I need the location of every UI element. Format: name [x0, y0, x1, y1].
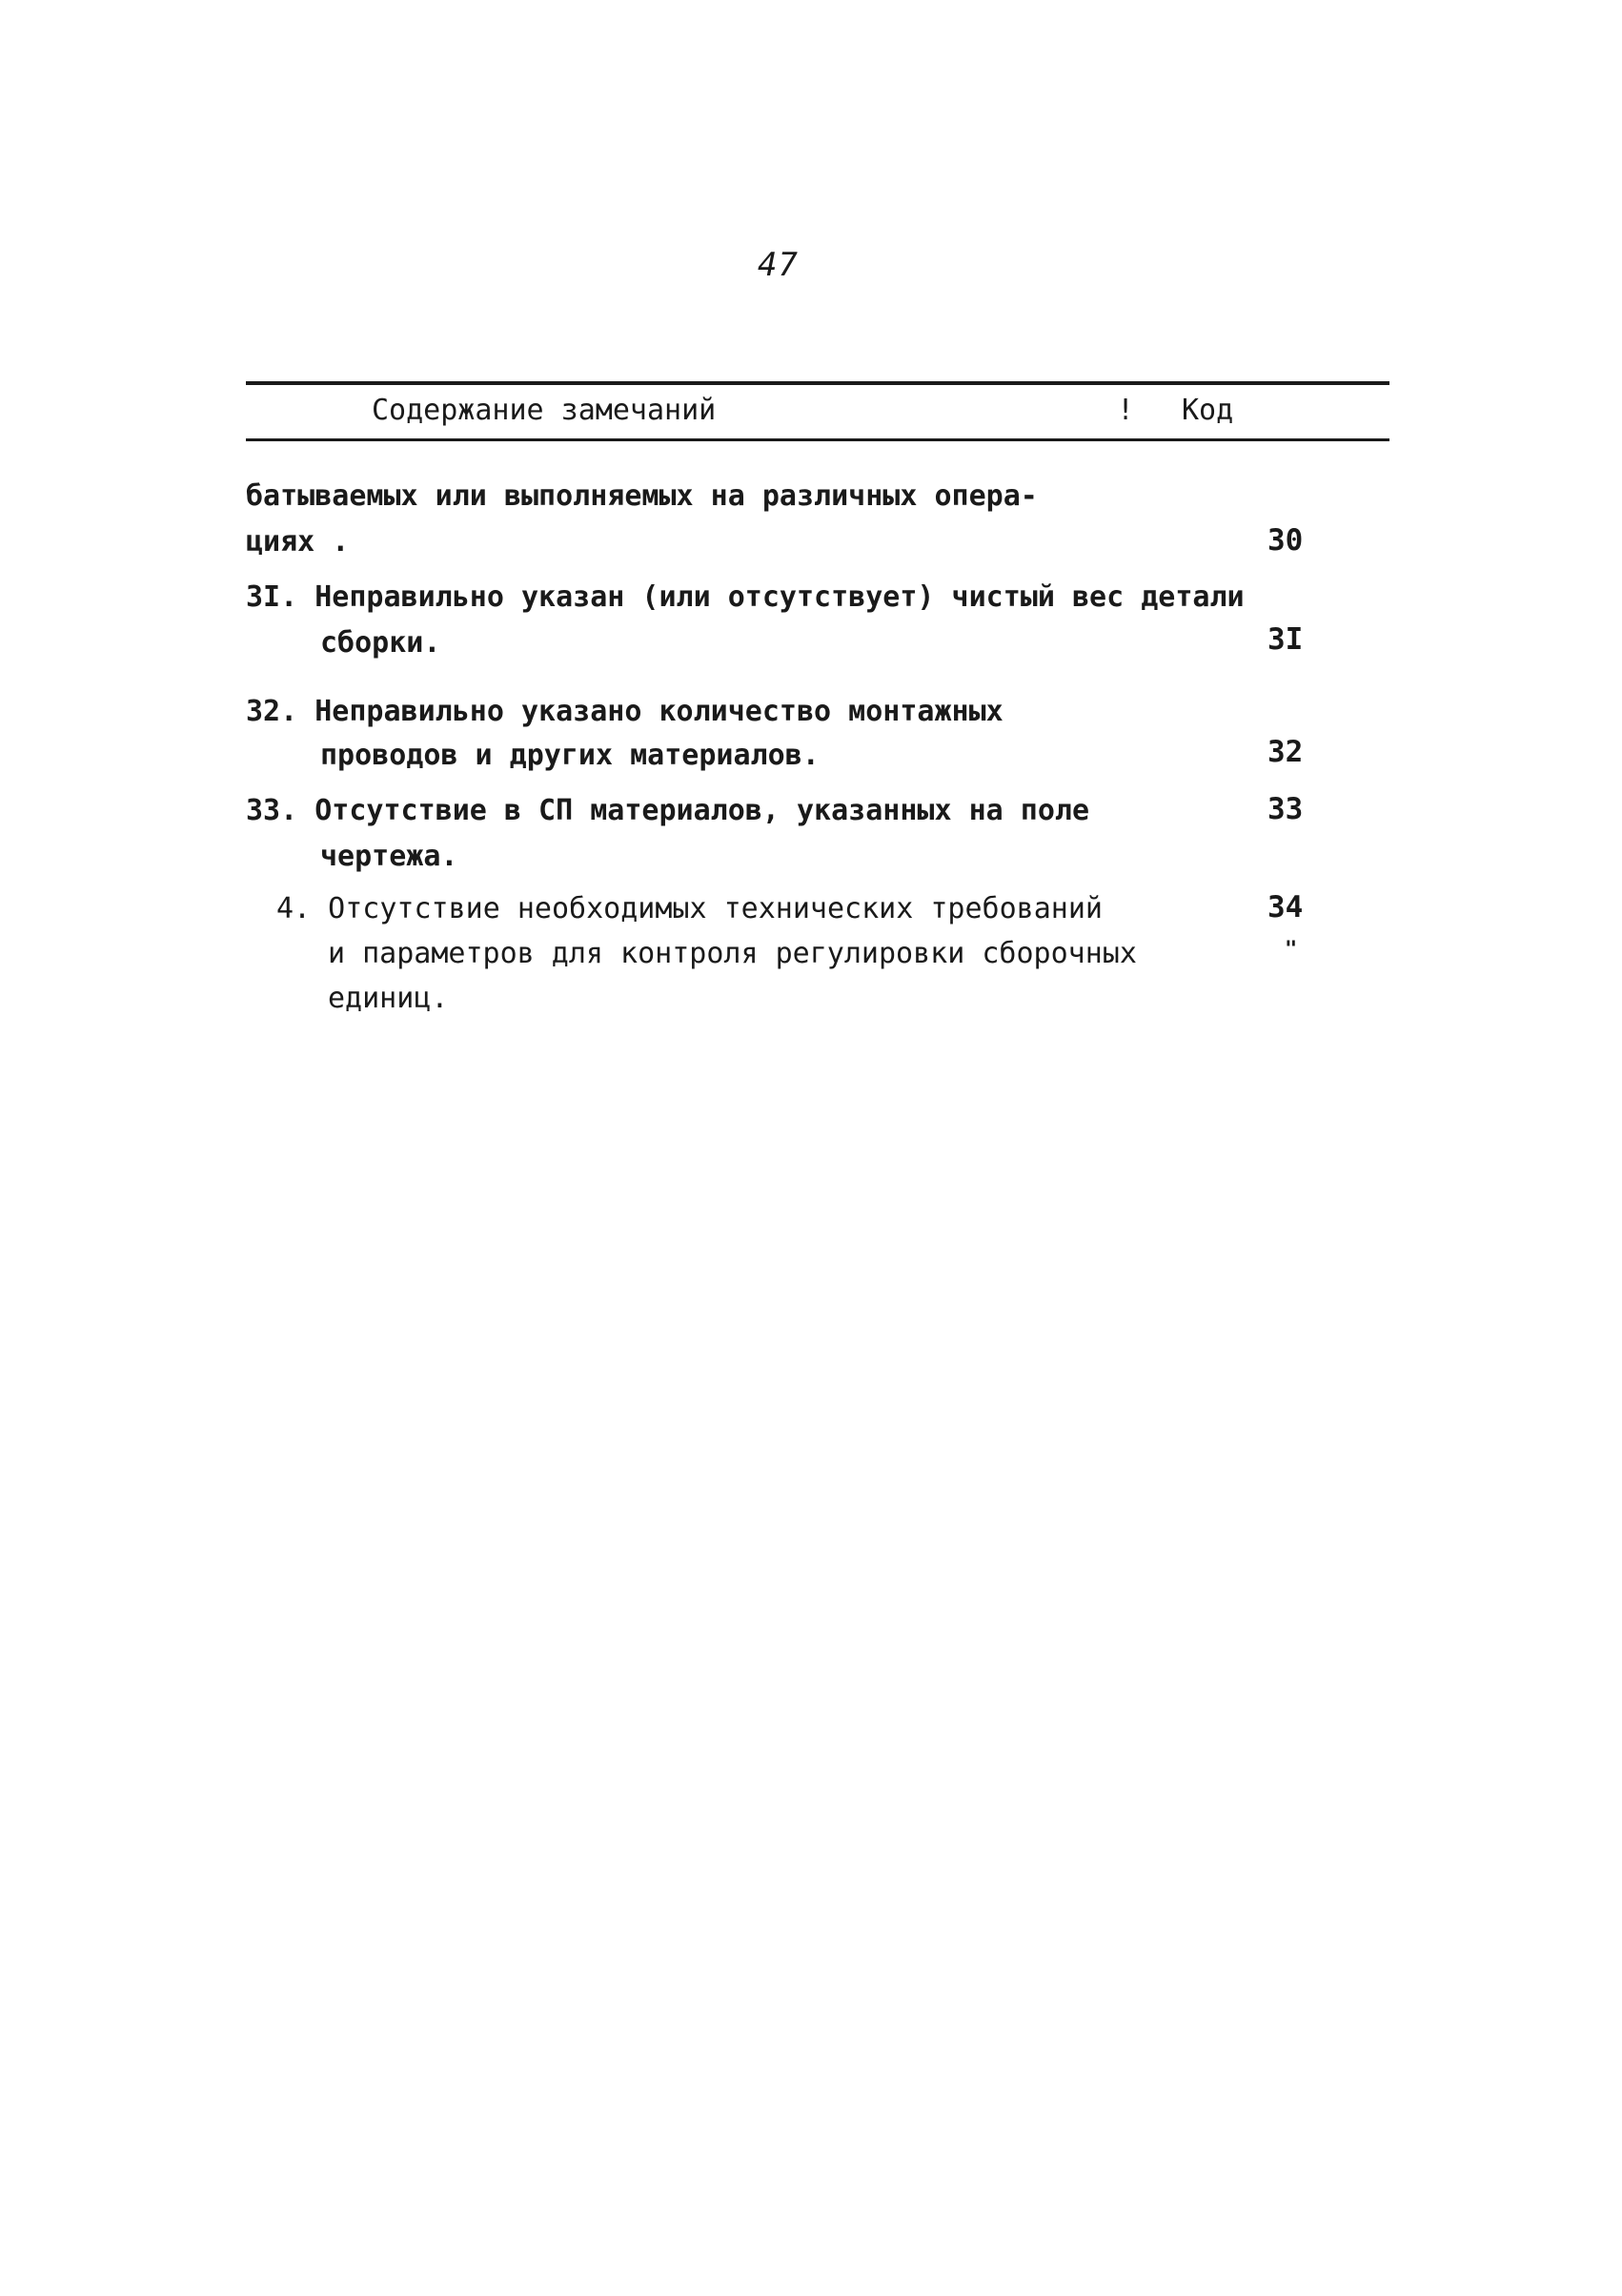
row-text-line: циях .	[246, 525, 350, 559]
row-text-line: сборки.	[320, 626, 441, 660]
row-text-line: 33. Отсутствие в СП материалов, указанных на поле	[246, 794, 1090, 827]
row-text-line: 4. Отсутствие необходимых технических требований	[276, 892, 1103, 925]
row-code: 33	[1267, 792, 1304, 826]
table-header-separator: !	[1117, 394, 1135, 427]
row-text-line: и параметров для контроля регулировки сборочных	[328, 937, 1137, 970]
row-code: 34	[1267, 890, 1304, 924]
row-text-line: 32. Неправильно указано количество монтажных	[246, 695, 1004, 728]
row-code: 30	[1267, 523, 1304, 558]
table-header-content: Содержание замечаний	[372, 394, 717, 427]
row-code: 32	[1267, 735, 1304, 769]
row-code-mark: "	[1285, 938, 1298, 962]
table-rule-top	[246, 381, 1389, 385]
row-text-line: чертежа.	[320, 840, 458, 873]
page-number: 47	[758, 246, 799, 284]
table-rule-bottom	[246, 438, 1389, 441]
row-code: 3I	[1267, 622, 1304, 657]
row-text-line: единиц.	[328, 982, 449, 1015]
row-text-line: 3I. Неправильно указан (или отсутствует) чистый вес детали	[246, 580, 1245, 614]
row-text-line: батываемых или выполняемых на различных опера-	[246, 479, 1038, 513]
table-header-code: Код	[1182, 394, 1234, 427]
row-text-line: проводов и других материалов.	[320, 739, 820, 772]
